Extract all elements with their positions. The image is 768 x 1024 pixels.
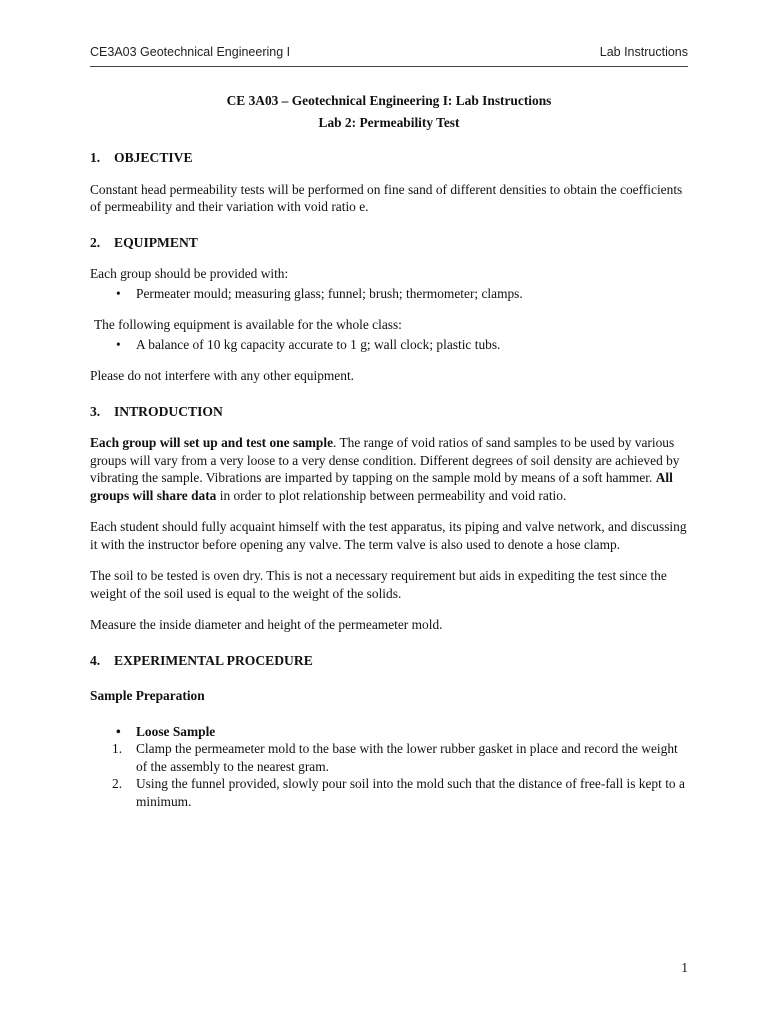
section-number: 2. [90,234,101,250]
class-equipment-list [90,336,688,354]
group-equipment-list [90,285,688,303]
emphasis-text: All groups will share data [90,470,673,503]
page-header [90,45,688,59]
procedure-steps [90,740,688,810]
section-equipment-heading [90,234,688,252]
introduction-paragraph-1 [90,434,688,504]
document-subtitle: Lab 2: Permeability Test [318,114,460,130]
step-text: Using the funnel provided, slowly pour soil into the mold such that the distance of free-fall is kept to a minimum. [136,776,685,809]
section-title: OBJECTIVE [114,150,193,165]
step-number: 2. [112,776,123,791]
paragraph-text: in order to plot relationship between permeability and void ratio. [216,487,567,503]
section-title: EQUIPMENT [114,234,198,250]
emphasis-text: Each group will set up and test one sample [90,435,334,450]
section-objective-heading [90,149,688,167]
list-item: • Loose Sample [90,723,688,741]
list-item [90,740,688,775]
equipment-class-intro [90,316,688,334]
equipment-group-intro: Each group should be provided with: [90,266,289,281]
list-item [90,775,688,810]
section-number: 4. [90,652,101,668]
paragraph-text: . The range of void ratios of sand samples to be used by various groups will vary from a very loose to a very dense condition. Different degrees of soil density are achieved by vibrating the sample. Vibrations are imparted by tapping on the sample mold by means of a soft hammer. [90,435,680,485]
section-title: EXPERIMENTAL PROCEDURE [114,652,313,668]
procedure-bullet-list [90,723,688,741]
document-body [90,92,688,810]
header-course: CE3A03 Geotechnical Engineering I [90,45,291,59]
section-procedure-heading [90,652,688,670]
introduction-paragraph-3: The soil to be tested is oven dry. This is not a necessary requirement but aids in expediting the test since the weight of the soil used is equal to the weight of the solids. [90,568,667,601]
introduction-paragraph-2: Each student should fully acquaint himself with the test apparatus, its piping and valve network, and discussing it with the instructor before opening any valve. The term valve is also used to denote a hose clamp. [90,519,687,552]
section-number: 3. [90,403,101,419]
header-divider [90,66,688,67]
section-title: INTRODUCTION [114,403,223,419]
list-item: • A balance of 10 kg capacity accurate to 1 g; wall clock; plastic tubs. [90,336,688,354]
introduction-paragraph-4: Measure the inside diameter and height of the permeameter mold. [90,617,443,632]
step-number: 1. [112,741,123,756]
objective-text: Constant head permeability tests will be performed on fine sand of different densities to obtain the coefficients of permeability and their variation with void ratio e. [90,181,683,214]
step-text: Clamp the permeameter mold to the base with the lower rubber gasket in place and record the weight of the assembly to the nearest gram. [136,741,678,774]
equipment-class-intro-text: The following equipment is available for the whole class: [94,317,402,332]
sample-preparation-subheading: Sample Preparation [90,688,205,703]
document-title: CE 3A03 – Geotechnical Engineering I: Lab Instructions [226,93,552,108]
equipment-note: Please do not interfere with any other equipment. [90,368,355,383]
header-doc-type: Lab Instructions [599,45,688,59]
list-item: • Permeater mould; measuring glass; funnel; brush; thermometer; clamps. [90,285,688,303]
page-number: 1 [681,960,688,975]
section-number: 1. [90,150,101,165]
section-introduction-heading [90,403,688,421]
